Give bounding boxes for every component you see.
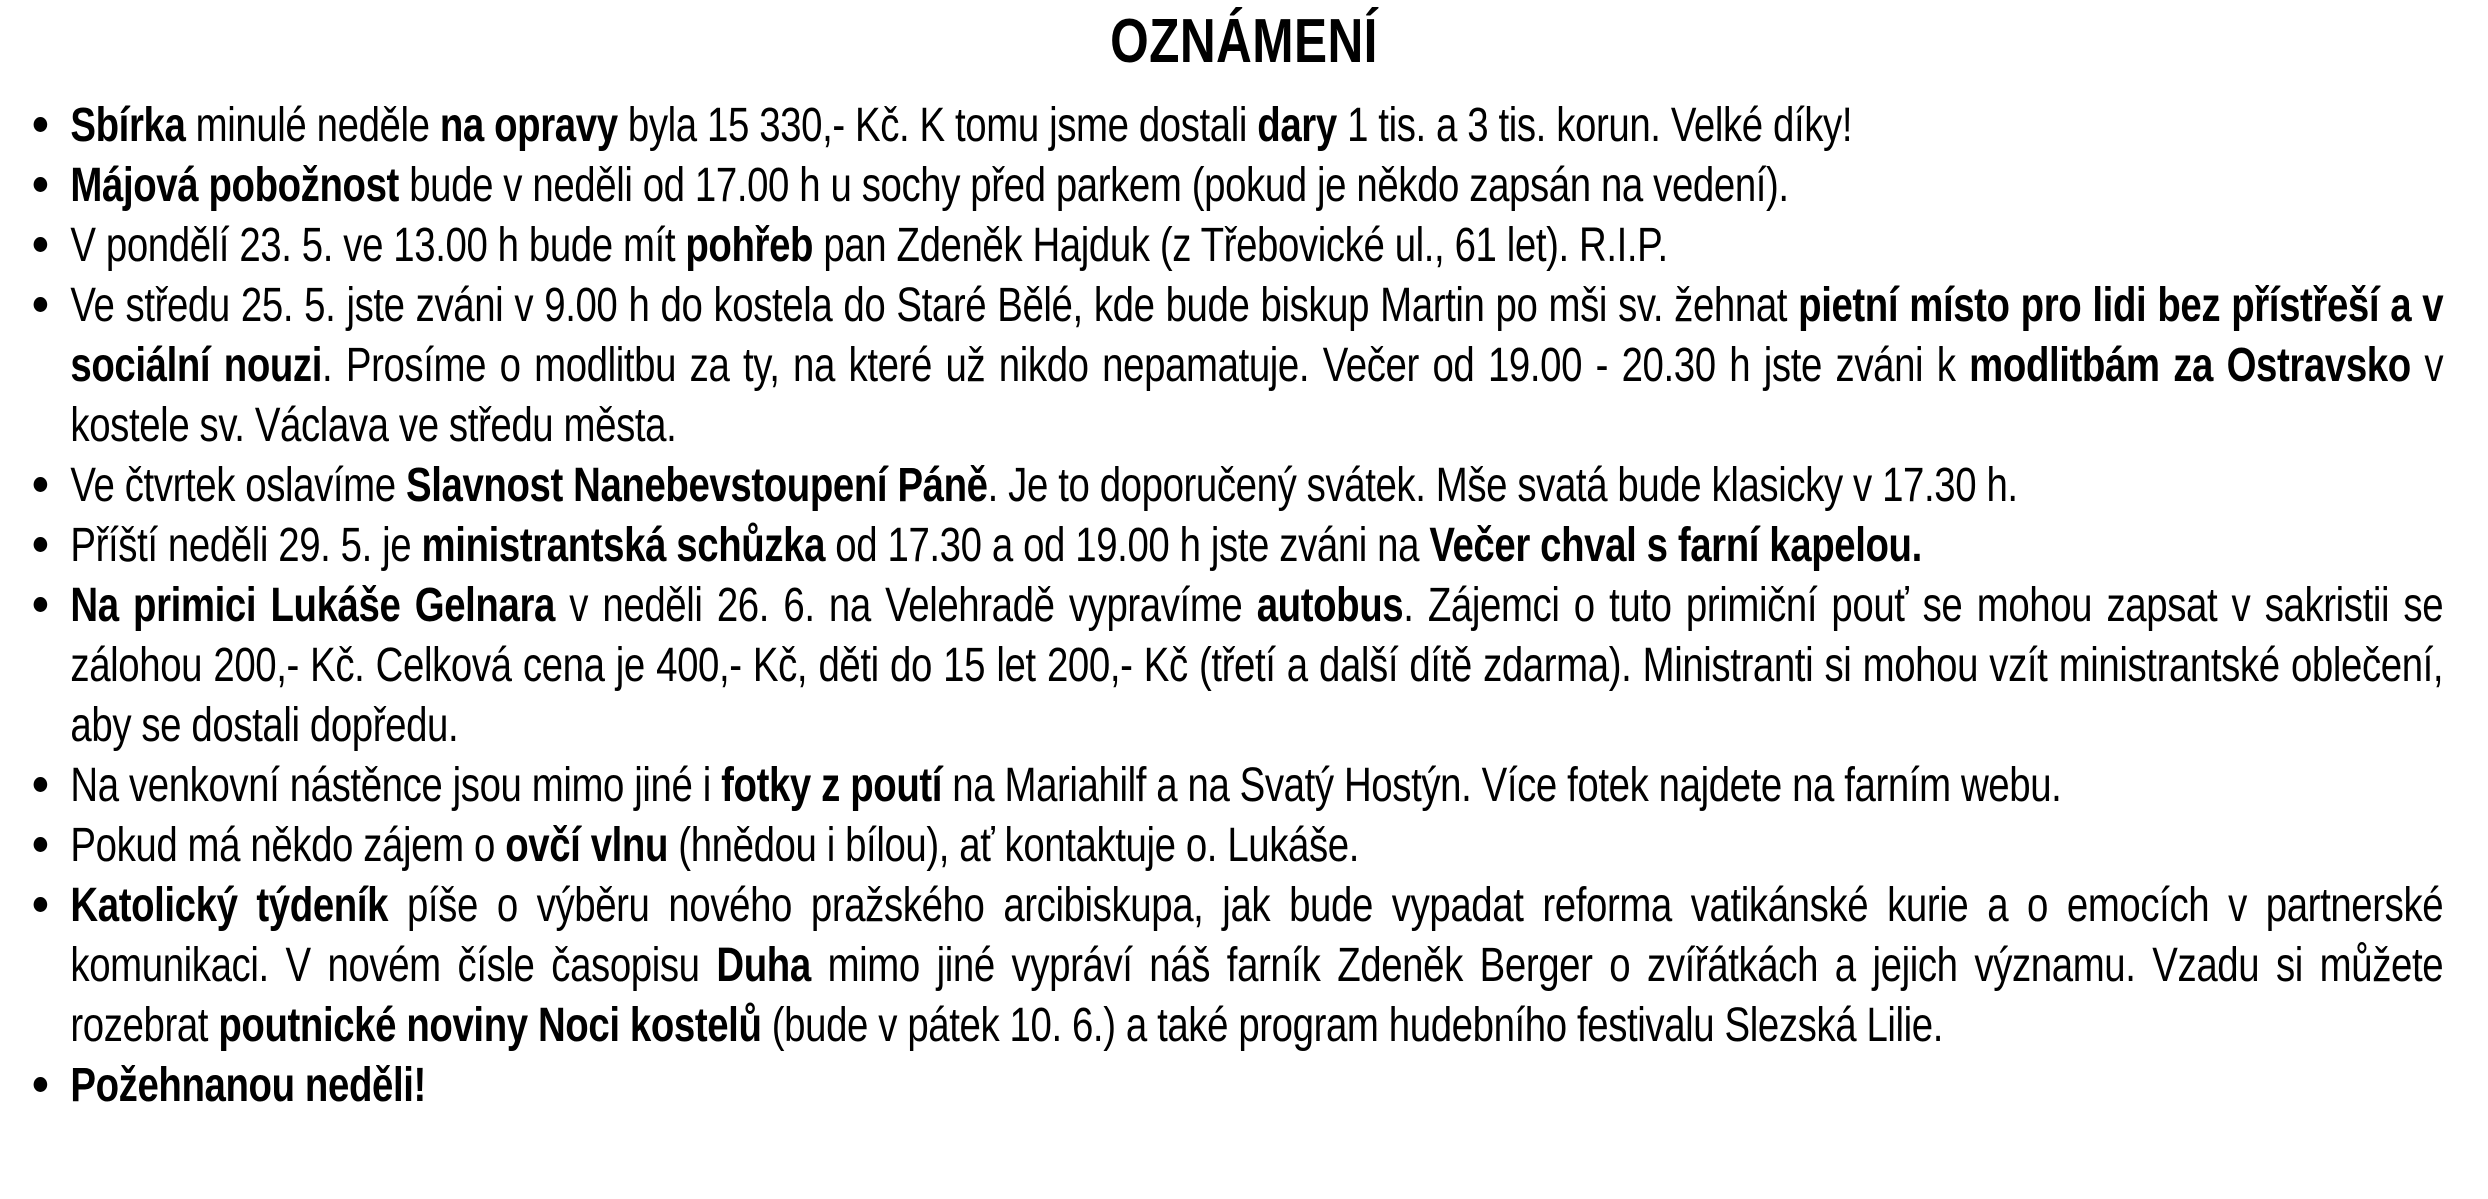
announcement-text-bold: fotky z poutí [721,759,943,812]
announcement-text-bold: Požehnanou neděli! [70,1059,426,1112]
announcement-text-bold: Májová pobožnost [70,159,399,212]
announcement-text-bold: Večer chval s farní kapelou. [1429,519,1922,572]
announcement-text-bold: autobus [1256,579,1404,632]
announcement-text: byla 15 330,- Kč. K tomu jsme dostali [617,99,1258,152]
bullet-icon [34,297,48,312]
bullet-icon [34,177,48,192]
announcement-text-bold: dary [1257,99,1337,152]
announcement-text: mimo jiné vypráví náš farník Zdeněk Berger o zvířátkách a jejich významu. Vzadu si můžete rozebrat [70,939,2444,1052]
list-item [70,516,2443,576]
announcement-text-bold: poutnické noviny Noci kostelů [218,999,762,1052]
announcement-text: píše o výběru nového pražského arcibiskupa, jak bude vypadat reforma vatikánské kurie a o emocích v partnerské komunikaci. V novém čísle časopisu [70,879,2444,992]
announcement-text: Ve čtvrtek oslavíme [70,459,407,512]
bullet-icon [34,597,48,612]
bullet-icon [34,1077,48,1092]
announcement-text: v neděli 26. 6. na Velehradě vypravíme [554,579,1257,632]
announcement-text: . Zájemci o tuto primiční pouť se mohou zapsat v sakristii se zálohou 200,- Kč. Celková cena je 400,- Kč, děti do 15 let 200,- Kč (třetí a další dítě zdarma). Ministranti si mohou vzít ministrantské oblečení, aby se dostali dopředu. [70,579,2444,752]
page-title: OZNÁMENÍ [1110,7,1378,76]
announcement-text: (hnědou i bílou), ať kontaktuje o. Lukáše. [668,819,1360,872]
bullet-icon [34,897,48,912]
announcement-text: minulé neděle [185,99,440,152]
announcement-text-bold: ovčí vlnu [505,819,669,872]
list-item [70,1056,2443,1116]
list-item [70,456,2443,516]
announcement-text: 1 tis. a 3 tis. korun. Velké díky! [1336,99,1853,152]
announcement-text: Příští neděli 29. 5. je [70,519,422,572]
announcement-list [0,96,2488,1116]
list-item [70,96,2443,156]
list-item [70,876,2443,1056]
announcement-text: Pokud má někdo zájem o [70,819,506,872]
announcement-text-bold: Sbírka [70,99,186,152]
announcement-text: . Je to doporučený svátek. Mše svatá bude klasicky v 17.30 h. [987,459,2018,512]
announcement-text-bold: pohřeb [685,219,814,272]
document-page [0,6,2488,1199]
announcement-text: v kostele sv. Václava ve středu města. [70,339,2444,452]
announcement-text-bold: pietní místo pro lidi bez přístřeší a v sociální nouzi [70,279,2444,392]
bullet-icon [34,477,48,492]
bullet-icon [34,117,48,132]
announcement-text: Ve středu 25. 5. jste zváni v 9.00 h do kostela do Staré Bělé, kde bude biskup Martin po mši sv. žehnat [70,279,1799,332]
document-content [0,6,2488,1116]
announcement-text-bold: ministrantská schůzka [421,519,826,572]
announcement-text-bold: Slavnost Nanebevstoupení Páně [406,459,988,512]
announcement-text: bude v neděli od 17.00 h u sochy před parkem (pokud je někdo zapsán na vedení). [398,159,1789,212]
bullet-icon [34,837,48,852]
bullet-icon [34,537,48,552]
list-item [70,756,2443,816]
announcement-text: V pondělí 23. 5. ve 13.00 h bude mít [70,219,686,272]
announcement-text: Na venkovní nástěnce jsou mimo jiné i [70,759,722,812]
bullet-icon [34,237,48,252]
announcement-text-bold: Na primici Lukáše Gelnara [70,579,555,632]
list-item [70,156,2443,216]
list-item [70,816,2443,876]
list-item [70,216,2443,276]
announcement-text: . Prosíme o modlitbu za ty, na které už nikdo nepamatuje. Večer od 19.00 - 20.30 h jste zváni k [322,339,1970,392]
announcement-text: na Mariahilf a na Svatý Hostýn. Více fotek najdete na farním webu. [942,759,2062,812]
announcement-text-bold: Katolický týdeník [70,879,389,932]
bullet-icon [34,777,48,792]
announcement-text: pan Zdeněk Hajduk (z Třebovické ul., 61 let). R.I.P. [813,219,1668,272]
list-item [70,276,2443,456]
announcement-text-bold: modlitbám za Ostravsko [1969,339,2411,392]
announcement-text-bold: na opravy [439,99,618,152]
announcement-text-bold: Duha [716,939,811,992]
announcement-text: (bude v pátek 10. 6.) a také program hudebního festivalu Slezská Lilie. [761,999,1944,1052]
list-item [70,576,2443,756]
announcement-text: od 17.30 a od 19.00 h jste zváni na [825,519,1430,572]
